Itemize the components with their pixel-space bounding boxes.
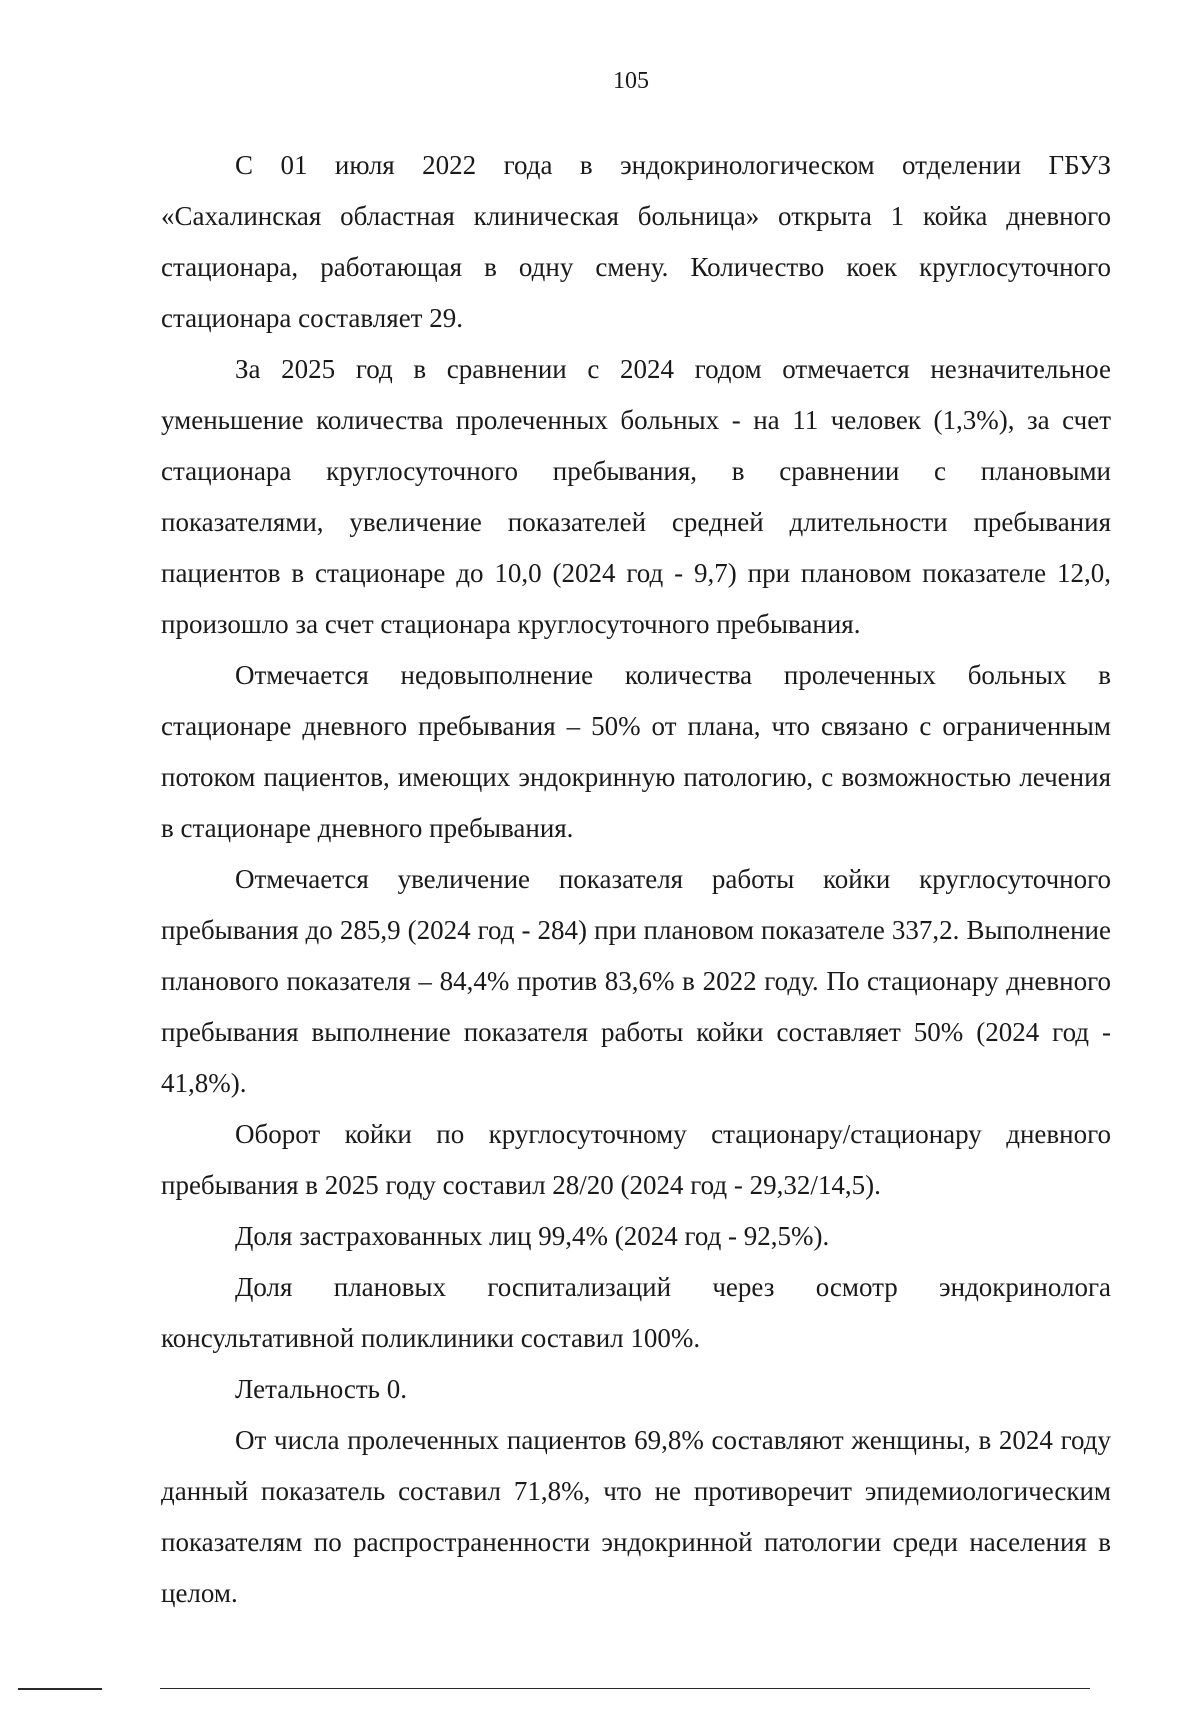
paragraph-women-share: От числа пролеченных пациентов 69,8% составляют женщины, в 2024 году данный показатель составил 71,8%, что не противоречит эпидемиологическим показателям по распространенности эндокринной патологии среди населения в целом.	[161, 1425, 1111, 1608]
footer-divider-left	[18, 1688, 102, 1690]
paragraph-insured-share: Доля застрахованных лиц 99,4% (2024 год - 92,5%).	[235, 1221, 830, 1251]
footer-divider	[160, 1688, 1090, 1689]
paragraph-planned-hospitalizations: Доля плановых госпитализаций через осмотр эндокринолога консультативной поликлиники составил 100%.	[161, 1272, 1111, 1353]
paragraph-bed-turnover: Оборот койки по круглосуточному стационару/стационару дневного пребывания в 2025 году составил 28/20 (2024 год - 29,32/14,5).	[161, 1119, 1111, 1200]
page-number: 105	[613, 68, 649, 94]
body-text	[161, 140, 1111, 1619]
paragraph-bed-opening: С 01 июля 2022 года в эндокринологическом отделении ГБУЗ «Сахалинская областная клиническая больница» открыта 1 койка дневного стационара, работающая в одну смену. Количество коек круглосуточного стационара составляет 29.	[161, 150, 1111, 333]
paragraph-mortality: Летальность 0.	[235, 1374, 407, 1404]
paragraph-bed-work: Отмечается увеличение показателя работы койки круглосуточного пребывания до 285,9 (2024 год - 284) при плановом показателе 337,2. Выполнение планового показателя – 84,4% против 83,6% в 2022 году. По стационару дневного пребывания выполнение показателя работы койки составляет 50% (2024 год - 41,8%).	[161, 864, 1111, 1098]
paragraph-day-care-underperformance: Отмечается недовыполнение количества пролеченных больных в стационаре дневного пребывания – 50% от плана, что связано с ограниченным потоком пациентов, имеющих эндокринную патологию, с возможностью лечения в стационаре дневного пребывания.	[161, 660, 1111, 843]
paragraph-treated-patients: За 2025 год в сравнении с 2024 годом отмечается незначительное уменьшение количества пролеченных больных - на 11 человек (1,3%), за счет стационара круглосуточного пребывания, в сравнении с плановыми показателями, увеличение показателей средней длительности пребывания пациентов в стационаре до 10,0 (2024 год - 9,7) при плановом показателе 12,0, произошло за счет стационара круглосуточного пребывания.	[161, 354, 1111, 639]
